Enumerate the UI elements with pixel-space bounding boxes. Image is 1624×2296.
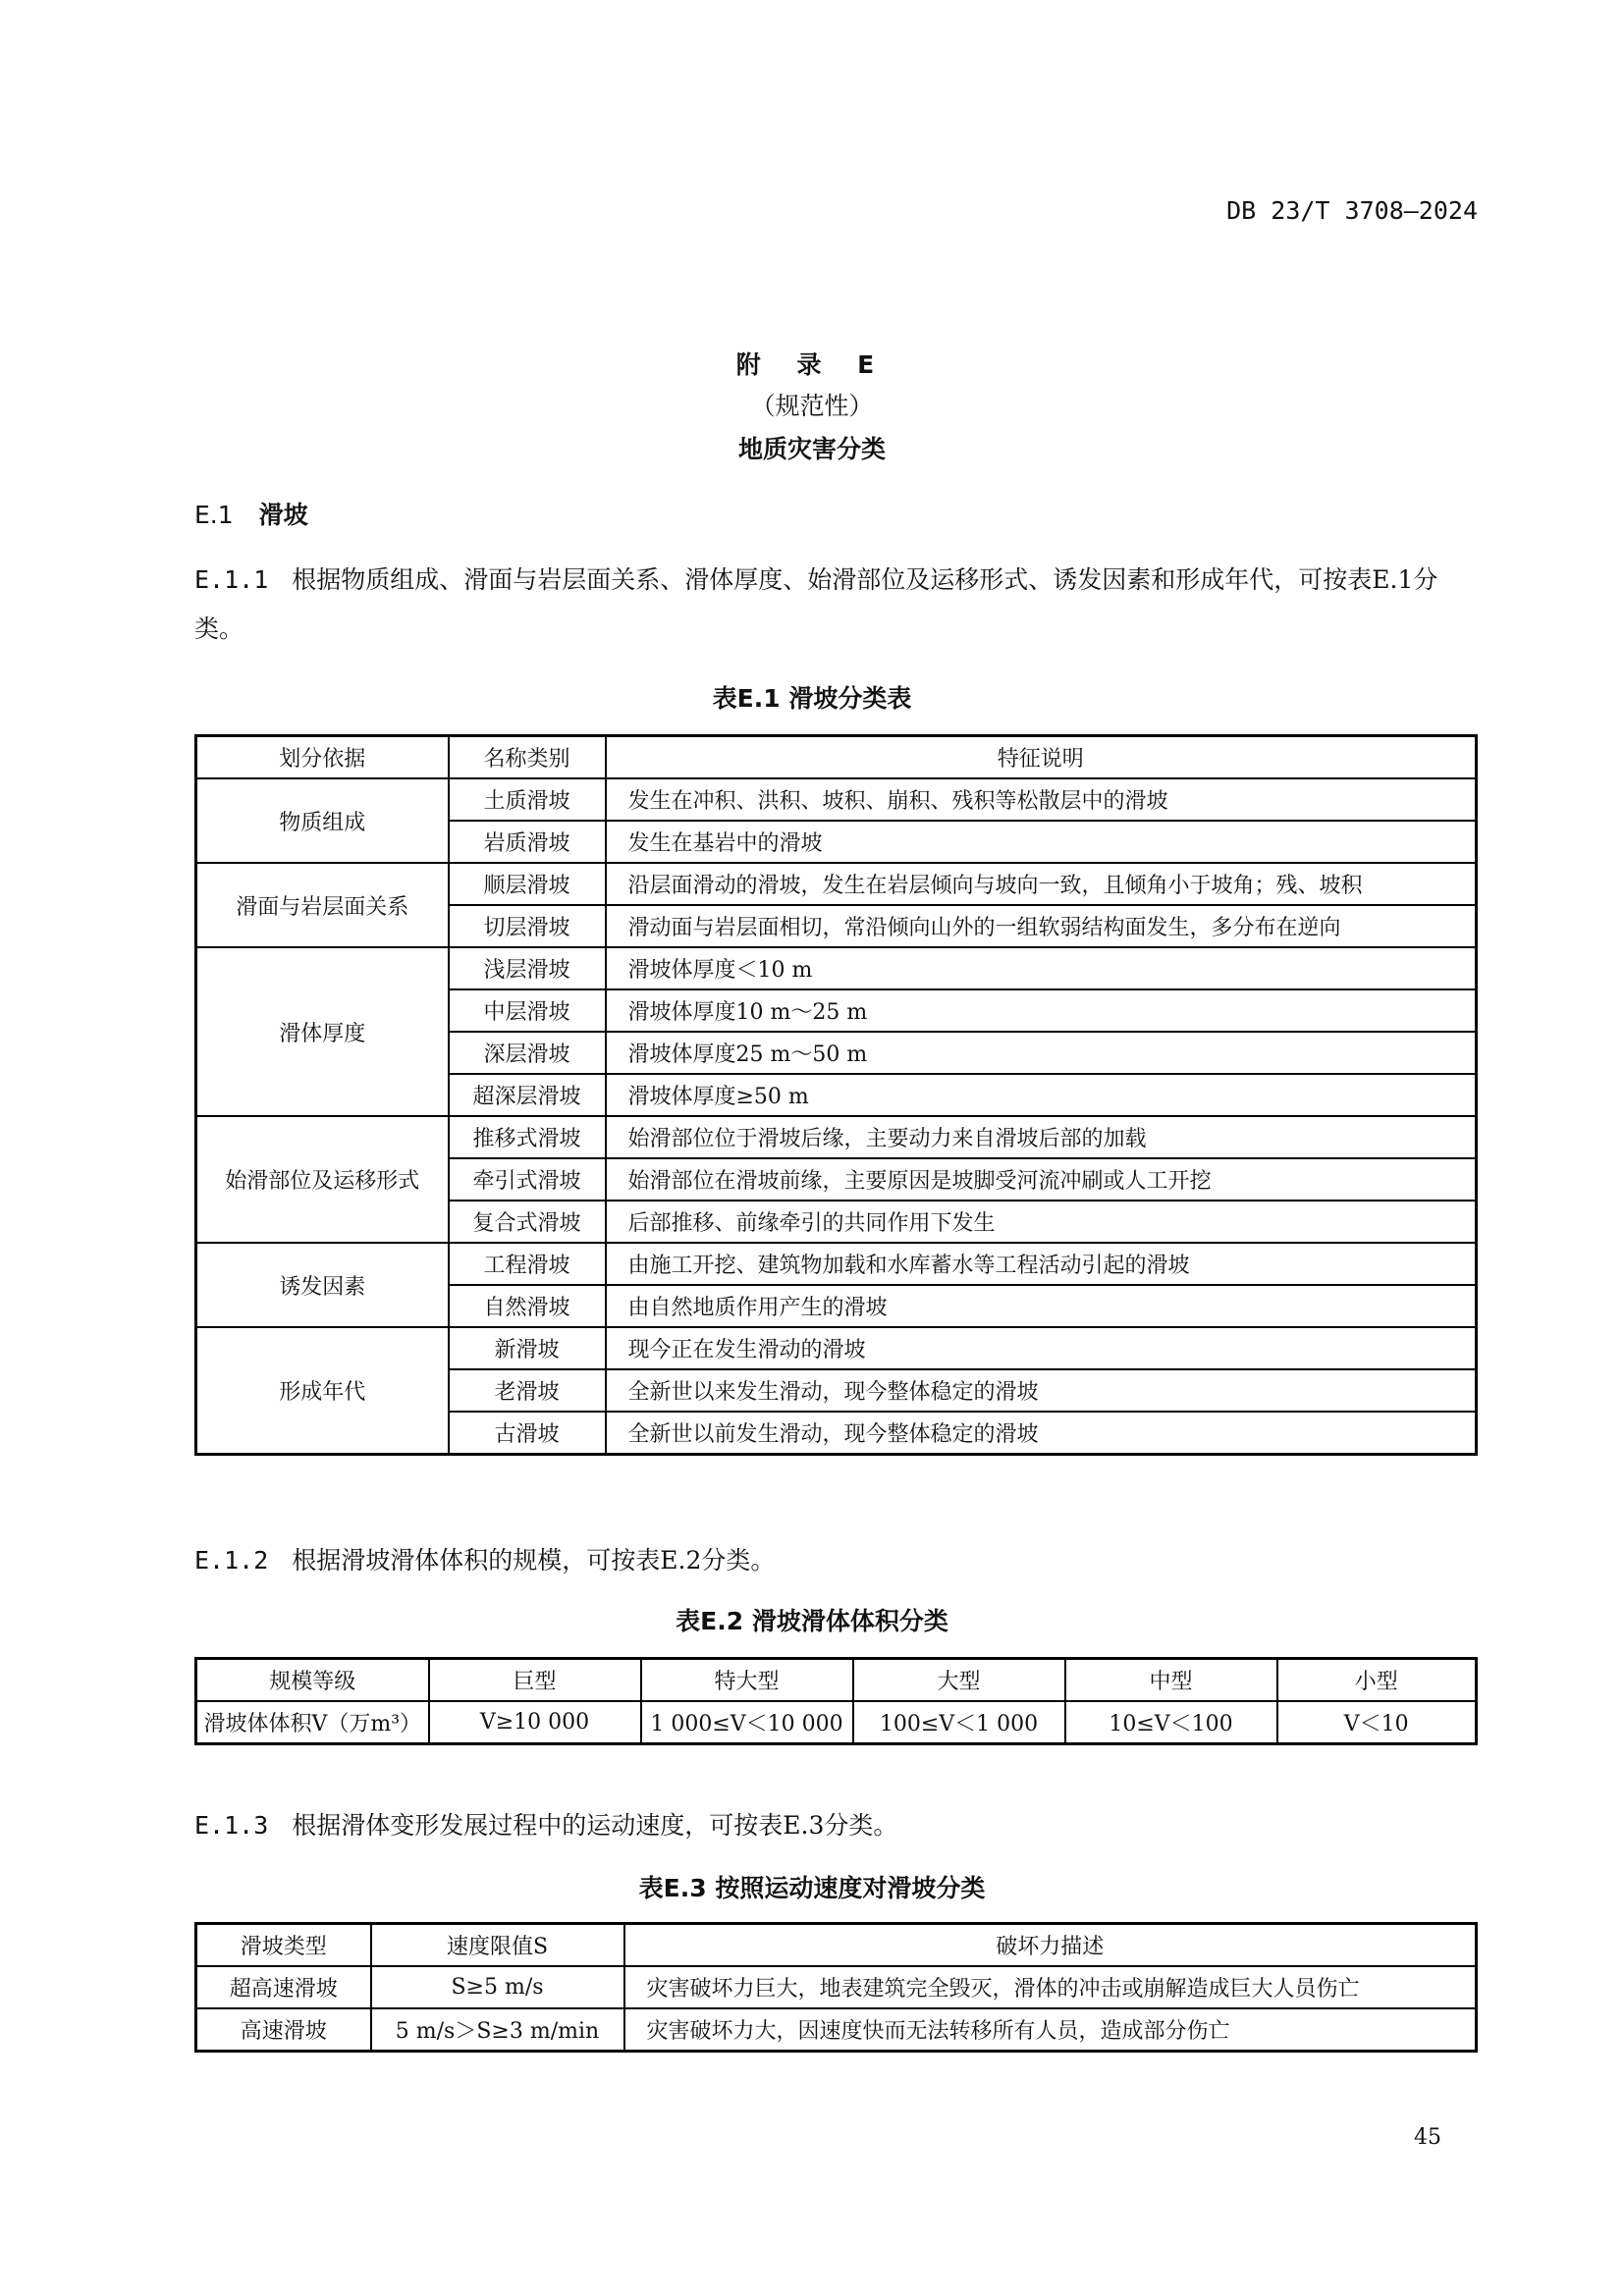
clause-text: 根据滑坡滑体体积的规模，可按表E.2分类。 xyxy=(292,1546,776,1575)
category-name-cell: 复合式滑坡 xyxy=(449,1201,606,1243)
table-header-cell: 特征说明 xyxy=(606,736,1477,779)
speed-classification-table xyxy=(194,1922,1478,2053)
classification-basis-cell: 始滑部位及运移形式 xyxy=(196,1116,449,1243)
table-row xyxy=(196,1966,1477,2008)
classification-basis-cell: 形成年代 xyxy=(196,1327,449,1455)
page-number: 45 xyxy=(1414,2125,1441,2150)
appendix-type: （规范性） xyxy=(750,392,874,420)
clause-e-1-3 xyxy=(194,1801,1481,1850)
table-header-cell: 名称类别 xyxy=(449,736,606,779)
feature-description-cell: 滑坡体厚度≥50 m xyxy=(606,1074,1477,1116)
section-number: E.1 xyxy=(194,501,234,529)
classification-basis-cell: 物质组成 xyxy=(196,778,449,863)
table-header-row xyxy=(196,1924,1477,1967)
section-title: 滑坡 xyxy=(258,501,308,529)
feature-description-cell: 现今正在发生滑动的滑坡 xyxy=(606,1327,1477,1369)
feature-description-cell: 滑坡体厚度＜10 m xyxy=(606,947,1477,989)
category-name-cell: 牵引式滑坡 xyxy=(449,1158,606,1201)
table-header-row xyxy=(196,1659,1477,1702)
table-cell: 1 000≤V＜10 000 xyxy=(641,1701,853,1744)
feature-description-cell: 沿层面滑动的滑坡，发生在岩层倾向与坡向一致，且倾角小于坡角；残、坡积 xyxy=(606,863,1477,905)
feature-description-cell: 全新世以前发生滑动，现今整体稳定的滑坡 xyxy=(606,1412,1477,1455)
feature-description-cell: 滑坡体厚度25 m～50 m xyxy=(606,1032,1477,1074)
category-name-cell: 古滑坡 xyxy=(449,1412,606,1455)
feature-description-cell: 后部推移、前缘牵引的共同作用下发生 xyxy=(606,1201,1477,1243)
table-row xyxy=(196,778,1477,821)
feature-description-cell: 由施工开挖、建筑物加载和水库蓄水等工程活动引起的滑坡 xyxy=(606,1243,1477,1285)
table-cell: S≥5 m/s xyxy=(371,1966,624,2008)
table-cell: 100≤V＜1 000 xyxy=(853,1701,1065,1744)
table-cell: 5 m/s＞S≥3 m/min xyxy=(371,2008,624,2052)
category-name-cell: 中层滑坡 xyxy=(449,989,606,1032)
category-name-cell: 顺层滑坡 xyxy=(449,863,606,905)
section-heading xyxy=(194,496,308,531)
table-header-cell: 破坏力描述 xyxy=(624,1924,1477,1967)
feature-description-cell: 始滑部位位于滑坡后缘，主要动力来自滑坡后部的加载 xyxy=(606,1116,1477,1158)
landslide-classification-table xyxy=(194,734,1478,1456)
clause-number: E.1.3 xyxy=(194,1811,269,1840)
table-header-cell: 大型 xyxy=(853,1659,1065,1702)
clause-number: E.1.1 xyxy=(194,565,269,594)
volume-classification-table xyxy=(194,1657,1478,1745)
category-name-cell: 推移式滑坡 xyxy=(449,1116,606,1158)
feature-description-cell: 始滑部位在滑坡前缘，主要原因是坡脚受河流冲刷或人工开挖 xyxy=(606,1158,1477,1201)
table-header-cell: 划分依据 xyxy=(196,736,449,779)
table-row xyxy=(196,2008,1477,2052)
classification-basis-cell: 诱发因素 xyxy=(196,1243,449,1327)
category-name-cell: 浅层滑坡 xyxy=(449,947,606,989)
table-cell: V＜10 xyxy=(1277,1701,1477,1744)
table-row xyxy=(196,947,1477,989)
table-header-cell: 规模等级 xyxy=(196,1659,429,1702)
feature-description-cell: 滑动面与岩层面相切，常沿倾向山外的一组软弱结构面发生，多分布在逆向 xyxy=(606,905,1477,947)
category-name-cell: 土质滑坡 xyxy=(449,778,606,821)
category-name-cell: 老滑坡 xyxy=(449,1369,606,1412)
feature-description-cell: 发生在基岩中的滑坡 xyxy=(606,821,1477,863)
table-cell: 10≤V＜100 xyxy=(1065,1701,1277,1744)
feature-description-cell: 全新世以来发生滑动，现今整体稳定的滑坡 xyxy=(606,1369,1477,1412)
table-header-cell: 滑坡类型 xyxy=(196,1924,371,1967)
table-cell: 滑坡体体积V（万m³） xyxy=(196,1701,429,1744)
table-row xyxy=(196,1327,1477,1369)
classification-basis-cell: 滑体厚度 xyxy=(196,947,449,1116)
category-name-cell: 工程滑坡 xyxy=(449,1243,606,1285)
appendix-subject: 地质灾害分类 xyxy=(737,435,886,463)
feature-description-cell: 由自然地质作用产生的滑坡 xyxy=(606,1285,1477,1327)
clause-e-1-2 xyxy=(194,1536,1481,1585)
table-header-cell: 特大型 xyxy=(641,1659,853,1702)
classification-basis-cell: 滑面与岩层面关系 xyxy=(196,863,449,947)
document-id: DB 23/T 3708—2024 xyxy=(1226,196,1478,225)
category-name-cell: 深层滑坡 xyxy=(449,1032,606,1074)
table-cell: 灾害破坏力巨大，地表建筑完全毁灭，滑体的冲击或崩解造成巨大人员伤亡 xyxy=(624,1966,1477,2008)
clause-text: 根据滑体变形发展过程中的运动速度，可按表E.3分类。 xyxy=(292,1811,898,1840)
appendix-title: 附 录 E xyxy=(735,350,889,379)
table-header-cell: 中型 xyxy=(1065,1659,1277,1702)
feature-description-cell: 滑坡体厚度10 m～25 m xyxy=(606,989,1477,1032)
table-cell: 超高速滑坡 xyxy=(196,1966,371,2008)
table-row xyxy=(196,1701,1477,1744)
table-cell: V≥10 000 xyxy=(429,1701,641,1744)
category-name-cell: 新滑坡 xyxy=(449,1327,606,1369)
table-row xyxy=(196,863,1477,905)
table-row xyxy=(196,1243,1477,1285)
table-header-row xyxy=(196,736,1477,779)
category-name-cell: 切层滑坡 xyxy=(449,905,606,947)
table-header-cell: 速度限值S xyxy=(371,1924,624,1967)
category-name-cell: 自然滑坡 xyxy=(449,1285,606,1327)
table-row xyxy=(196,1116,1477,1158)
table-header-cell: 小型 xyxy=(1277,1659,1477,1702)
feature-description-cell: 发生在冲积、洪积、坡积、崩积、残积等松散层中的滑坡 xyxy=(606,778,1477,821)
table-cell: 灾害破坏力大，因速度快而无法转移所有人员，造成部分伤亡 xyxy=(624,2008,1477,2052)
clause-text: 根据物质组成、滑面与岩层面关系、滑体厚度、始滑部位及运移形式、诱发因素和形成年代，可按表E.1分类。 xyxy=(194,565,1438,643)
table-cell: 高速滑坡 xyxy=(196,2008,371,2052)
table-header-cell: 巨型 xyxy=(429,1659,641,1702)
clause-e-1-1 xyxy=(194,556,1481,654)
table3-caption: 表E.3 按照运动速度对滑坡分类 xyxy=(638,1874,986,1902)
clause-number: E.1.2 xyxy=(194,1546,269,1575)
table2-caption: 表E.2 滑坡滑体体积分类 xyxy=(676,1607,948,1635)
category-name-cell: 岩质滑坡 xyxy=(449,821,606,863)
category-name-cell: 超深层滑坡 xyxy=(449,1074,606,1116)
table1-caption: 表E.1 滑坡分类表 xyxy=(712,684,912,713)
